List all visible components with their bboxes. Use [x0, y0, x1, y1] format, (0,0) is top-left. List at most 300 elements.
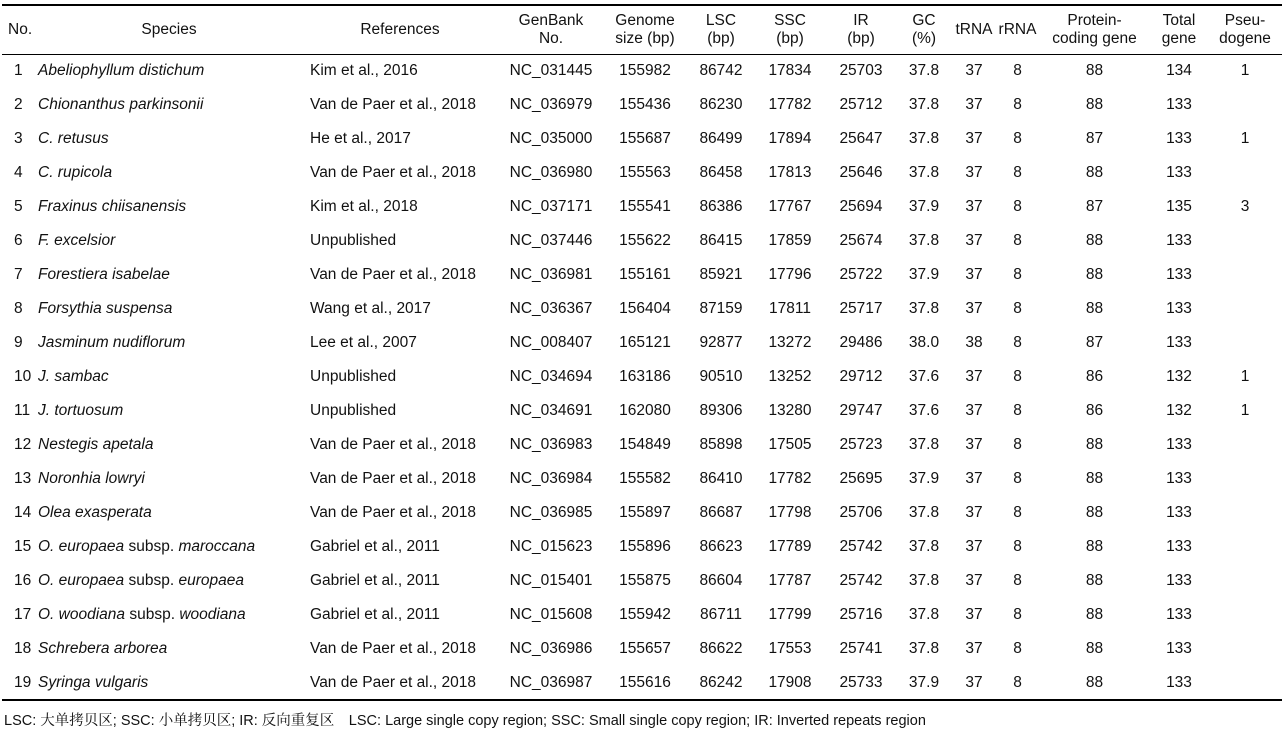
cell-lsc: 90510 — [699, 368, 743, 385]
cell-protein-coding: 88 — [1085, 572, 1104, 589]
table-row — [2, 598, 1282, 632]
column-header-line: size (bp) — [615, 29, 675, 47]
cell-ssc: 17553 — [768, 640, 812, 657]
cell-trna: 37 — [965, 96, 983, 113]
cell-gc: 37.6 — [908, 402, 940, 419]
table-row — [2, 564, 1282, 598]
cell-pseudogene — [1208, 292, 1282, 326]
species-name-part: europaea — [178, 572, 244, 589]
table-row — [2, 360, 1282, 394]
cell-pseudogene — [1208, 156, 1282, 190]
cell-references: Kim et al., 2018 — [310, 198, 418, 215]
cell-protein-coding: 88 — [1085, 164, 1104, 181]
species-name-part: maroccana — [178, 538, 256, 555]
cell-total-gene: 133 — [1166, 300, 1192, 317]
cell-lsc: 86458 — [699, 164, 743, 181]
cell-trna: 38 — [965, 334, 983, 351]
cell-rrna: 8 — [1013, 402, 1022, 419]
table-row — [2, 224, 1282, 258]
cell-species — [38, 88, 300, 122]
cell-species — [38, 428, 300, 462]
column-header-line: (bp) — [707, 29, 735, 47]
cell-trna: 37 — [965, 504, 983, 521]
column-header-species — [38, 5, 300, 54]
cell-genome-size: 155942 — [619, 606, 671, 623]
cell-ir: 29486 — [839, 334, 883, 351]
cell-genbank: NC_036367 — [509, 300, 593, 317]
species-rank-part: subsp. — [124, 538, 179, 555]
cell-total-gene: 135 — [1166, 198, 1192, 215]
column-header-line: (bp) — [847, 29, 875, 47]
species-name-part: Fraxinus chiisanensis — [38, 198, 187, 215]
species-rank-part: subsp. — [125, 606, 180, 623]
cell-total-gene: 133 — [1166, 232, 1192, 249]
cell-no: 18 — [14, 640, 32, 657]
column-header-line: No. — [8, 20, 33, 38]
column-header-protein-coding — [1039, 5, 1150, 54]
cell-total-gene: 133 — [1166, 572, 1192, 589]
cell-rrna: 8 — [1013, 96, 1022, 113]
species-name-part: Nestegis apetala — [38, 436, 154, 453]
cell-no: 13 — [14, 470, 32, 487]
cell-species — [38, 496, 300, 530]
cell-trna: 37 — [965, 572, 983, 589]
cell-references: Unpublished — [310, 368, 397, 385]
cell-protein-coding: 87 — [1085, 334, 1104, 351]
column-header-ir — [826, 5, 896, 54]
cell-gc: 37.8 — [908, 572, 940, 589]
column-header-line: GC — [912, 11, 936, 29]
cell-trna: 37 — [965, 436, 983, 453]
cell-ssc: 17505 — [768, 436, 812, 453]
cell-genome-size: 155563 — [619, 164, 671, 181]
cell-total-gene: 133 — [1150, 666, 1208, 700]
cell-references: Van de Paer et al., 2018 — [300, 666, 500, 700]
cell-total-gene: 133 — [1166, 606, 1192, 623]
cell-references: Gabriel et al., 2011 — [310, 572, 440, 589]
column-header-line: Species — [141, 20, 197, 38]
cell-ssc: 17859 — [768, 232, 812, 249]
cell-gc: 37.8 — [908, 606, 940, 623]
column-header-line: tRNA — [955, 20, 993, 38]
cell-gc: 37.8 — [908, 640, 940, 657]
cell-no: 12 — [14, 436, 32, 453]
column-header-line: Pseu- — [1224, 11, 1266, 29]
cell-no: 17 — [14, 606, 32, 623]
cell-ssc: 17782 — [768, 96, 812, 113]
cell-ir: 25742 — [839, 572, 883, 589]
cell-total-gene: 133 — [1166, 334, 1192, 351]
column-header-line: (%) — [911, 29, 937, 47]
cell-total-gene: 134 — [1166, 62, 1192, 80]
cell-species — [38, 258, 300, 292]
cell-genome-size: 155875 — [619, 572, 671, 589]
cell-protein-coding: 88 — [1039, 666, 1150, 700]
cell-species — [38, 54, 300, 88]
cell-species — [38, 326, 300, 360]
cell-no: 4 — [14, 164, 23, 181]
cell-pseudogene — [1208, 598, 1282, 632]
cell-lsc: 86622 — [699, 640, 743, 657]
cell-ssc: 17811 — [769, 300, 811, 317]
cell-gc: 37.8 — [908, 436, 940, 453]
cell-gc: 37.8 — [908, 164, 940, 181]
cell-rrna: 8 — [1013, 572, 1022, 589]
table-row — [2, 88, 1282, 122]
cell-ssc: 17813 — [768, 164, 812, 181]
cell-trna: 37 — [965, 640, 983, 657]
cell-total-gene: 133 — [1166, 266, 1192, 283]
cell-gc: 37.6 — [908, 368, 940, 385]
cell-genbank: NC_037446 — [509, 232, 593, 249]
species-name-part: C. rupicola — [38, 164, 113, 181]
cell-pseudogene: 1 — [1240, 130, 1250, 147]
cell-references: Van de Paer et al., 2018 — [310, 436, 477, 453]
cell-lsc: 86742 — [699, 62, 743, 80]
cell-ir: 25674 — [839, 232, 883, 249]
cell-ir: 25706 — [839, 504, 883, 521]
cell-protein-coding: 88 — [1085, 504, 1104, 521]
cell-gc: 37.9 — [908, 266, 940, 283]
cell-pseudogene — [1208, 224, 1282, 258]
cell-protein-coding: 87 — [1085, 198, 1104, 215]
cell-trna: 37 — [965, 266, 983, 283]
table-body — [2, 54, 1282, 700]
cell-rrna: 8 — [1013, 334, 1022, 351]
cell-gc: 37.8 — [908, 232, 940, 249]
chloroplast-genome-table — [2, 4, 1282, 701]
cell-protein-coding: 88 — [1085, 96, 1104, 113]
cell-ssc: 17908 — [754, 666, 826, 700]
cell-references: Van de Paer et al., 2018 — [310, 640, 477, 657]
cell-ir: 25712 — [839, 96, 883, 113]
cell-references: Van de Paer et al., 2018 — [310, 470, 477, 487]
cell-ssc: 17799 — [768, 606, 812, 623]
cell-species — [38, 190, 300, 224]
column-header-no — [2, 5, 38, 54]
species-name-part: Chionanthus parkinsonii — [38, 96, 204, 113]
cell-genbank: NC_015401 — [509, 572, 593, 589]
cell-trna: 37 — [952, 666, 996, 700]
cell-gc: 38.0 — [908, 334, 940, 351]
cell-lsc: 86711 — [700, 606, 742, 623]
cell-ssc: 17798 — [768, 504, 812, 521]
cell-gc: 37.9 — [896, 666, 952, 700]
cell-lsc: 87159 — [699, 300, 743, 317]
table-row — [2, 496, 1282, 530]
table-row — [2, 156, 1282, 190]
cell-genome-size: 165121 — [619, 334, 671, 351]
cell-genbank: NC_036979 — [509, 96, 593, 113]
column-header-line: (bp) — [776, 29, 804, 47]
cell-trna: 37 — [965, 606, 983, 623]
table-row — [2, 530, 1282, 564]
cell-trna: 37 — [965, 130, 983, 147]
cell-pseudogene: 1 — [1240, 62, 1250, 80]
cell-references: Van de Paer et al., 2018 — [310, 504, 477, 521]
cell-ssc: 17787 — [768, 572, 812, 589]
cell-genome-size: 155541 — [619, 198, 671, 215]
cell-ir: 25723 — [839, 436, 883, 453]
species-name-part: F. excelsior — [38, 232, 116, 249]
table-row — [2, 462, 1282, 496]
table-footnote: LSC: 大单拷贝区; SSC: 小单拷贝区; IR: 反向重复区 LSC: Large single copy region; SSC: Small single copy region; IR: Inverted repeats region — [4, 713, 926, 729]
cell-no: 1 — [14, 62, 23, 80]
cell-genbank: NC_031445 — [509, 62, 593, 80]
cell-pseudogene: 3 — [1240, 198, 1250, 215]
cell-total-gene: 133 — [1166, 130, 1192, 147]
cell-protein-coding: 88 — [1085, 232, 1104, 249]
cell-rrna: 8 — [1013, 436, 1022, 453]
cell-rrna: 8 — [1013, 232, 1022, 249]
species-name-part: Noronhia lowryi — [38, 470, 145, 487]
cell-references: Wang et al., 2017 — [310, 300, 431, 317]
column-header-line: rRNA — [998, 20, 1037, 38]
column-header-line: LSC — [705, 11, 737, 29]
cell-gc: 37.8 — [908, 504, 940, 521]
cell-ssc: 13280 — [768, 402, 812, 419]
column-header-line: IR — [853, 11, 869, 29]
cell-no: 15 — [14, 538, 32, 555]
cell-ssc: 13272 — [768, 334, 812, 351]
species-rank-part: subsp. — [124, 572, 179, 589]
cell-protein-coding: 86 — [1085, 402, 1104, 419]
cell-genbank: NC_034694 — [509, 368, 593, 385]
cell-ssc: 17767 — [768, 198, 812, 215]
cell-genome-size: 155687 — [619, 130, 671, 147]
cell-genbank: NC_008407 — [509, 334, 593, 351]
column-header-line: Total — [1162, 11, 1196, 29]
cell-rrna: 8 — [1013, 470, 1022, 487]
cell-no: 6 — [14, 232, 23, 249]
cell-total-gene: 132 — [1166, 368, 1192, 385]
cell-genbank: NC_015608 — [509, 606, 593, 623]
table-header-row — [2, 5, 1282, 54]
cell-rrna: 8 — [1013, 538, 1022, 555]
cell-ir: 25647 — [839, 130, 883, 147]
cell-species — [38, 292, 300, 326]
cell-total-gene: 133 — [1166, 538, 1192, 555]
cell-trna: 37 — [965, 470, 983, 487]
cell-no: 7 — [14, 266, 23, 283]
cell-protein-coding: 87 — [1085, 130, 1104, 147]
cell-ir: 25722 — [839, 266, 883, 283]
cell-references: Unpublished — [310, 232, 397, 249]
cell-genome-size: 163186 — [619, 368, 671, 385]
cell-genbank: NC_037171 — [509, 198, 593, 215]
column-header-line: Genome — [615, 11, 675, 29]
species-name-part: J. tortuosum — [38, 402, 124, 419]
cell-trna: 37 — [965, 164, 983, 181]
cell-genbank: NC_035000 — [509, 130, 593, 147]
species-name-part: Forestiera isabelae — [38, 266, 170, 283]
cell-ir: 25733 — [826, 666, 896, 700]
cell-total-gene: 133 — [1166, 504, 1192, 521]
table-row — [2, 122, 1282, 156]
cell-species — [38, 632, 300, 666]
cell-genome-size: 155896 — [619, 538, 671, 555]
species-name-part: woodiana — [179, 606, 246, 623]
column-header-trna — [952, 5, 996, 54]
cell-gc: 37.8 — [908, 300, 940, 317]
cell-no: 16 — [14, 572, 32, 589]
cell-total-gene: 133 — [1166, 470, 1192, 487]
cell-total-gene: 133 — [1166, 436, 1192, 453]
cell-genome-size: 155982 — [619, 62, 671, 80]
cell-pseudogene: 1 — [1240, 368, 1250, 385]
cell-ir: 25742 — [839, 538, 883, 555]
cell-lsc: 86386 — [699, 198, 743, 215]
cell-trna: 37 — [965, 232, 983, 249]
cell-references: Kim et al., 2016 — [310, 62, 418, 80]
column-header-genome-size — [602, 5, 688, 54]
cell-trna: 37 — [965, 62, 983, 80]
cell-protein-coding: 86 — [1085, 368, 1104, 385]
table-row — [2, 292, 1282, 326]
cell-total-gene: 133 — [1166, 96, 1192, 113]
cell-no: 10 — [14, 368, 32, 385]
cell-gc: 37.8 — [908, 130, 940, 147]
cell-genome-size: 155616 — [602, 666, 688, 700]
cell-lsc: 86242 — [688, 666, 754, 700]
cell-references: Van de Paer et al., 2018 — [310, 96, 477, 113]
cell-references: Gabriel et al., 2011 — [310, 538, 440, 555]
cell-no: 8 — [14, 300, 23, 317]
cell-lsc: 89306 — [699, 402, 743, 419]
cell-lsc: 85898 — [699, 436, 743, 453]
cell-lsc: 86410 — [699, 470, 743, 487]
cell-total-gene: 133 — [1166, 164, 1192, 181]
cell-genome-size: 155161 — [619, 266, 671, 283]
cell-genome-size: 155897 — [619, 504, 671, 521]
cell-rrna: 8 — [1013, 164, 1022, 181]
cell-pseudogene: 1 — [1240, 402, 1250, 419]
cell-genbank: NC_036981 — [509, 266, 593, 283]
table-row — [2, 632, 1282, 666]
cell-rrna: 8 — [1013, 606, 1022, 623]
cell-species — [38, 666, 300, 700]
cell-lsc: 92877 — [699, 334, 743, 351]
table-row — [2, 666, 1282, 700]
cell-gc: 37.9 — [908, 470, 940, 487]
cell-rrna: 8 — [1013, 300, 1022, 317]
cell-ir: 25716 — [839, 606, 883, 623]
cell-genbank: NC_015623 — [509, 538, 593, 555]
cell-rrna: 8 — [1013, 62, 1022, 80]
cell-genbank: NC_036984 — [509, 470, 593, 487]
cell-pseudogene — [1208, 258, 1282, 292]
cell-protein-coding: 88 — [1085, 538, 1104, 555]
species-name-part: Schrebera arborea — [38, 640, 168, 657]
cell-lsc: 86230 — [699, 96, 743, 113]
cell-ir: 25695 — [839, 470, 883, 487]
column-header-line: gene — [1161, 29, 1197, 47]
cell-no: 9 — [14, 334, 23, 351]
species-name-part: Syringa vulgaris — [38, 673, 149, 691]
cell-pseudogene — [1208, 564, 1282, 598]
cell-references: Unpublished — [310, 402, 397, 419]
cell-ir: 29712 — [839, 368, 883, 385]
species-name-part: Forsythia suspensa — [38, 300, 173, 317]
cell-ir: 29747 — [839, 402, 883, 419]
cell-no: 2 — [14, 96, 23, 113]
species-name-part: O. europaea — [38, 572, 125, 589]
cell-gc: 37.8 — [908, 96, 940, 113]
cell-species — [38, 224, 300, 258]
species-name-part: Olea exasperata — [38, 504, 152, 521]
cell-ssc: 13252 — [768, 368, 812, 385]
cell-species — [38, 564, 300, 598]
cell-genbank: NC_036986 — [509, 640, 593, 657]
cell-ssc: 17789 — [768, 538, 812, 555]
cell-species — [38, 122, 300, 156]
column-header-line: GenBank — [518, 11, 584, 29]
cell-protein-coding: 88 — [1085, 436, 1104, 453]
cell-gc: 37.8 — [908, 62, 940, 80]
cell-protein-coding: 88 — [1085, 640, 1104, 657]
column-header-pseudogene — [1208, 5, 1282, 54]
cell-pseudogene — [1208, 530, 1282, 564]
cell-no: 19 — [2, 666, 38, 700]
cell-pseudogene — [1208, 326, 1282, 360]
cell-pseudogene — [1208, 496, 1282, 530]
cell-pseudogene — [1208, 462, 1282, 496]
cell-trna: 37 — [965, 538, 983, 555]
column-header-line: No. — [538, 29, 564, 47]
column-header-line: SSC — [774, 11, 806, 29]
species-name-part: O. woodiana — [38, 606, 126, 623]
cell-ir: 25741 — [839, 640, 883, 657]
column-header-rrna — [996, 5, 1039, 54]
cell-rrna: 8 — [996, 666, 1039, 700]
cell-ir: 25694 — [839, 198, 883, 215]
cell-total-gene: 132 — [1166, 402, 1192, 419]
cell-protein-coding: 88 — [1085, 62, 1104, 80]
cell-genbank: NC_036987 — [500, 666, 602, 700]
cell-rrna: 8 — [1013, 368, 1022, 385]
table-row — [2, 190, 1282, 224]
cell-lsc: 86604 — [699, 572, 743, 589]
cell-genome-size: 155622 — [619, 232, 671, 249]
cell-rrna: 8 — [1013, 504, 1022, 521]
cell-ssc: 17834 — [768, 62, 812, 80]
cell-lsc: 86687 — [699, 504, 743, 521]
cell-genome-size: 155582 — [619, 470, 671, 487]
cell-pseudogene — [1208, 632, 1282, 666]
cell-trna: 37 — [965, 402, 983, 419]
cell-species — [38, 156, 300, 190]
column-header-line: Protein- — [1067, 11, 1122, 29]
cell-no: 5 — [14, 198, 23, 215]
cell-genome-size: 155657 — [619, 640, 671, 657]
cell-species — [38, 462, 300, 496]
cell-lsc: 86415 — [699, 232, 743, 249]
column-header-ssc — [754, 5, 826, 54]
table-row — [2, 326, 1282, 360]
cell-references: Van de Paer et al., 2018 — [310, 164, 477, 181]
cell-gc: 37.8 — [908, 538, 940, 555]
table-row — [2, 54, 1282, 88]
column-header-genbank — [500, 5, 602, 54]
cell-genome-size: 155436 — [619, 96, 671, 113]
cell-no: 14 — [14, 504, 32, 521]
cell-total-gene: 133 — [1166, 640, 1192, 657]
cell-protein-coding: 88 — [1085, 266, 1104, 283]
cell-rrna: 8 — [1013, 198, 1022, 215]
cell-rrna: 8 — [1013, 266, 1022, 283]
cell-references: Lee et al., 2007 — [310, 334, 417, 351]
cell-ssc: 17894 — [768, 130, 812, 147]
